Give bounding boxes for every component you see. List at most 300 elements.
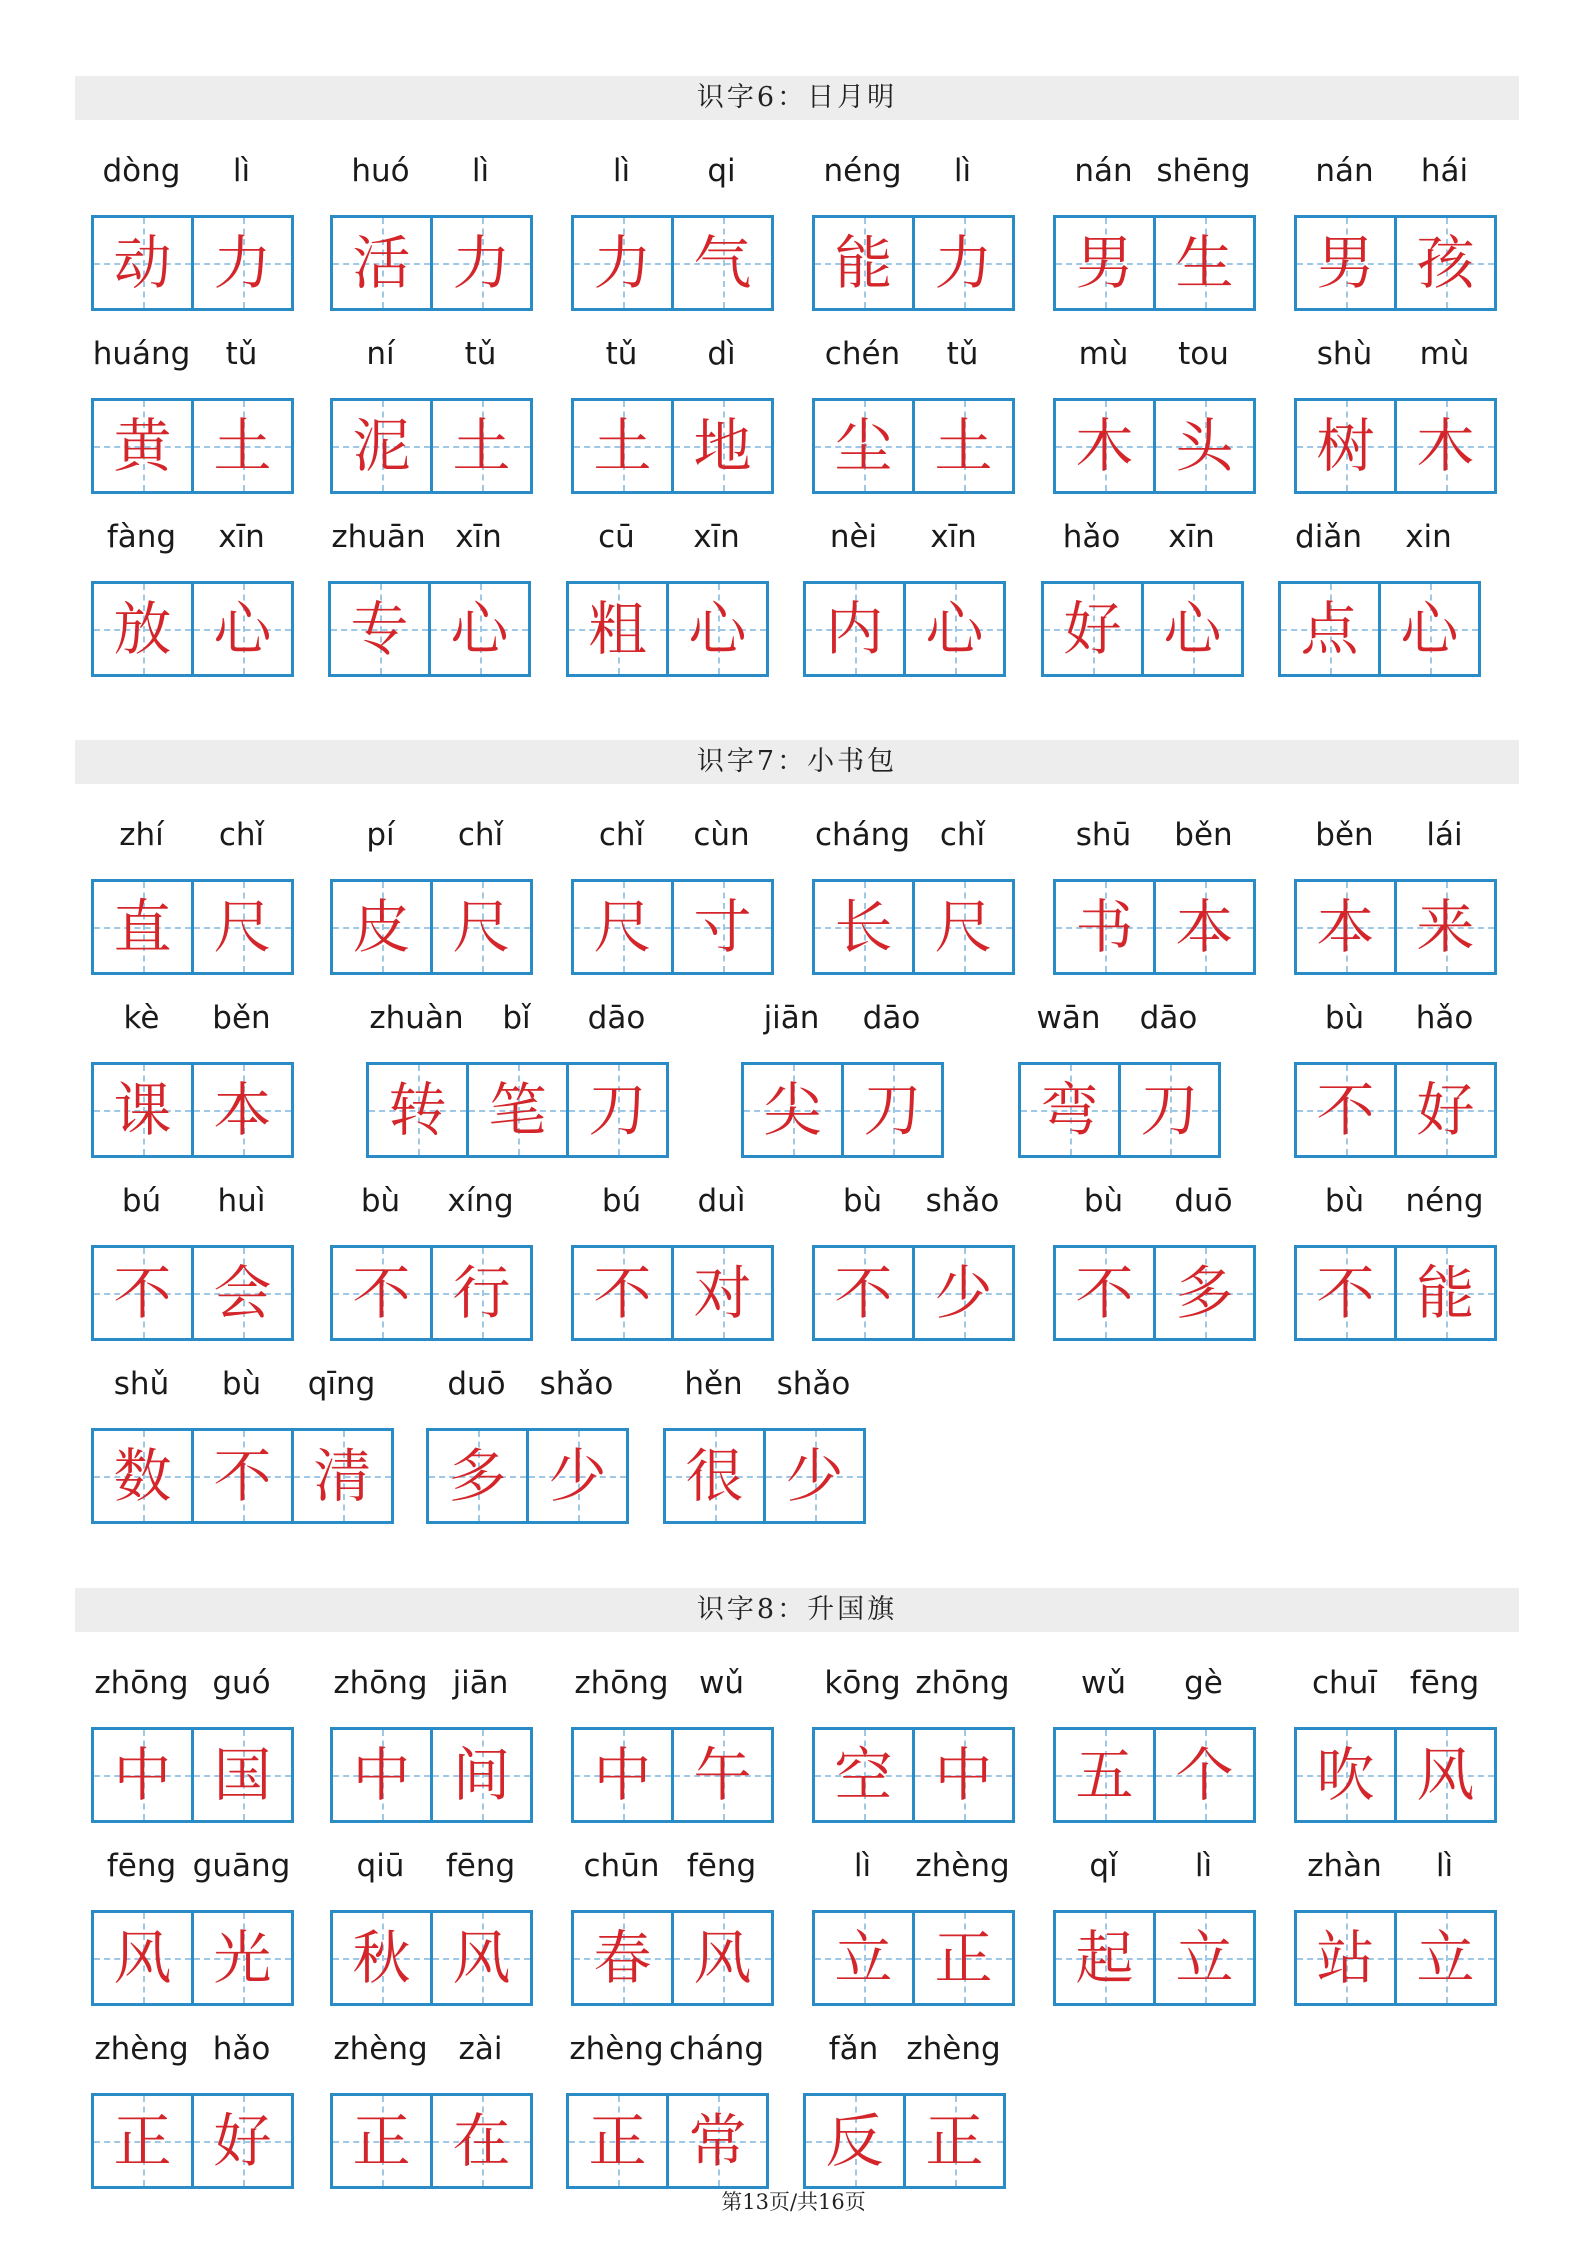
vocab-word (1053, 145, 1256, 325)
vocab-word (812, 1840, 1015, 2020)
tianzige-grid (330, 2093, 533, 2189)
tianzige-grid (330, 1910, 533, 2006)
vocab-word (91, 1657, 294, 1837)
pinyin-label: běn (212, 1000, 271, 1036)
pinyin-label: pí (366, 817, 395, 853)
section-title: 识字6：日月明 (696, 82, 898, 113)
pinyin-label: zhuàn (369, 1000, 464, 1036)
vocab-word (91, 992, 294, 1172)
tianzige-grid (1294, 879, 1497, 975)
hanzi-character: 活 (352, 229, 411, 297)
hanzi-character: 数 (113, 1442, 172, 1510)
hanzi-character: 正 (352, 2107, 411, 2175)
hanzi-character: 木 (1416, 412, 1475, 480)
hanzi-character: 寸 (693, 893, 752, 961)
hanzi-character: 心 (925, 595, 984, 663)
pinyin-label: lì (471, 153, 490, 189)
tianzige-cell (1297, 1065, 1397, 1155)
pinyin-label: zhàn (1307, 1848, 1382, 1884)
pinyin-label: zhí (119, 817, 164, 853)
hanzi-character: 力 (934, 229, 993, 297)
pinyin-label: cū (598, 519, 635, 555)
hanzi-character: 气 (693, 229, 752, 297)
tianzige-cell (1397, 1913, 1494, 2003)
vocab-word (366, 992, 669, 1172)
pinyin-label: qiū (356, 1848, 405, 1884)
pinyin-label: zhèng (333, 2031, 428, 2067)
hanzi-character: 本 (1175, 893, 1234, 961)
vocab-word (330, 1840, 533, 2020)
tianzige-grid (1278, 581, 1481, 677)
section-title-band (75, 740, 1519, 784)
hanzi-character: 午 (693, 1741, 752, 1809)
tianzige-cell (1056, 1248, 1156, 1338)
tianzige-cell (333, 1248, 433, 1338)
tianzige-cell (94, 584, 194, 674)
section-title-band (75, 76, 1519, 120)
tianzige-grid (803, 581, 1006, 677)
hanzi-character: 秋 (352, 1924, 411, 1992)
pinyin-label: fēng (106, 1848, 177, 1884)
hanzi-character: 点 (1300, 595, 1359, 663)
hanzi-character: 风 (452, 1924, 511, 1992)
pinyin-label: dì (707, 336, 736, 372)
pinyin-label: qi (707, 153, 736, 189)
tianzige-cell (815, 401, 915, 491)
tianzige-grid (812, 1910, 1015, 2006)
hanzi-character: 书 (1075, 893, 1134, 961)
tianzige-cell (569, 2096, 669, 2186)
pinyin-label: chǐ (218, 817, 265, 853)
hanzi-character: 木 (1075, 412, 1134, 480)
pinyin-label: shǎo (776, 1366, 851, 1402)
tianzige-cell (744, 1065, 844, 1155)
hanzi-character: 土 (213, 412, 272, 480)
hanzi-character: 不 (834, 1259, 893, 1327)
tianzige-cell (815, 1730, 915, 1820)
pinyin-label: xīn (218, 519, 265, 555)
tianzige-grid (91, 398, 294, 494)
pinyin-label: hěn (684, 1366, 743, 1402)
hanzi-character: 立 (1416, 1924, 1475, 1992)
pinyin-label: lì (232, 153, 251, 189)
section-title-band (75, 1588, 1519, 1632)
hanzi-character: 皮 (352, 893, 411, 961)
tianzige-cell (94, 882, 194, 972)
tianzige-grid (366, 1062, 669, 1158)
hanzi-character: 会 (213, 1259, 272, 1327)
hanzi-character: 心 (1400, 595, 1459, 663)
pinyin-label: huì (217, 1183, 266, 1219)
hanzi-character: 很 (685, 1442, 744, 1510)
vocab-word (330, 145, 533, 325)
pinyin-label: wān (1036, 1000, 1101, 1036)
tianzige-cell (333, 1913, 433, 2003)
pinyin-label: xīn (693, 519, 740, 555)
tianzige-cell (1121, 1065, 1218, 1155)
tianzige-grid (571, 215, 774, 311)
tianzige-grid (663, 1428, 866, 1524)
hanzi-character: 站 (1316, 1924, 1375, 1992)
pinyin-label: chǐ (598, 817, 645, 853)
hanzi-character: 动 (113, 229, 172, 297)
vocab-word (566, 2023, 769, 2203)
hanzi-character: 不 (593, 1259, 652, 1327)
hanzi-character: 正 (934, 1924, 993, 1992)
pinyin-label: guāng (192, 1848, 291, 1884)
tianzige-cell (574, 1730, 674, 1820)
tianzige-cell (815, 1913, 915, 2003)
hanzi-character: 生 (1175, 229, 1234, 297)
pinyin-label: hǎo (1415, 1000, 1474, 1036)
hanzi-character: 好 (1416, 1076, 1475, 1144)
pinyin-label: lì (953, 153, 972, 189)
tianzige-cell (815, 882, 915, 972)
tianzige-cell (94, 218, 194, 308)
tianzige-grid (1294, 1062, 1497, 1158)
tianzige-cell (194, 218, 291, 308)
tianzige-cell (915, 401, 1012, 491)
tianzige-cell (1297, 1248, 1397, 1338)
pinyin-label: lì (1194, 1848, 1213, 1884)
pinyin-label: wǔ (698, 1665, 744, 1701)
pinyin-label: shǎo (925, 1183, 1000, 1219)
pinyin-label: fēng (445, 1848, 516, 1884)
hanzi-character: 力 (213, 229, 272, 297)
hanzi-character: 中 (352, 1741, 411, 1809)
vocab-word (571, 145, 774, 325)
tianzige-cell (669, 584, 766, 674)
vocab-word (330, 1175, 533, 1355)
tianzige-cell (574, 401, 674, 491)
pinyin-label: tǔ (946, 336, 979, 372)
tianzige-cell (574, 1913, 674, 2003)
pinyin-label: qīng (307, 1366, 376, 1402)
hanzi-character: 常 (688, 2107, 747, 2175)
pinyin-label: chǐ (939, 817, 986, 853)
hanzi-character: 尺 (452, 893, 511, 961)
pinyin-label: néng (823, 153, 902, 189)
hanzi-character: 风 (113, 1924, 172, 1992)
vocab-word (91, 809, 294, 989)
tianzige-grid (330, 1245, 533, 1341)
tianzige-grid (1294, 1727, 1497, 1823)
tianzige-grid (1053, 1910, 1256, 2006)
tianzige-grid (91, 879, 294, 975)
hanzi-character: 心 (1163, 595, 1222, 663)
tianzige-cell (915, 882, 1012, 972)
hanzi-character: 力 (593, 229, 652, 297)
hanzi-character: 内 (825, 595, 884, 663)
vocab-word (812, 145, 1015, 325)
tianzige-cell (1397, 1248, 1494, 1338)
tianzige-cell (333, 218, 433, 308)
pinyin-label: tǔ (464, 336, 497, 372)
vocab-word (330, 2023, 533, 2203)
hanzi-character: 尖 (763, 1076, 822, 1144)
pinyin-label: fēng (1409, 1665, 1480, 1701)
tianzige-cell (1021, 1065, 1121, 1155)
tianzige-cell (674, 1248, 771, 1338)
pinyin-label: wǔ (1080, 1665, 1126, 1701)
tianzige-grid (91, 1428, 394, 1524)
vocab-word (1053, 1175, 1256, 1355)
hanzi-character: 头 (1175, 412, 1234, 480)
pinyin-label: cùn (693, 817, 750, 853)
tianzige-grid (330, 398, 533, 494)
pinyin-label: xin (1405, 519, 1452, 555)
hanzi-character: 尘 (834, 412, 893, 480)
tianzige-cell (1397, 1730, 1494, 1820)
hanzi-character: 行 (452, 1259, 511, 1327)
tianzige-grid (1053, 215, 1256, 311)
vocab-word (571, 1657, 774, 1837)
vocab-word (571, 1840, 774, 2020)
tianzige-grid (1041, 581, 1244, 677)
vocab-word (1294, 1840, 1497, 2020)
hanzi-character: 力 (452, 229, 511, 297)
hanzi-character: 转 (388, 1076, 447, 1144)
vocab-word (1018, 992, 1221, 1172)
pinyin-label: bú (601, 1183, 642, 1219)
tianzige-cell (431, 584, 528, 674)
page-footer: 第13页/共16页 (721, 2190, 866, 2214)
hanzi-character: 粗 (588, 595, 647, 663)
vocab-word (91, 328, 294, 508)
hanzi-character: 不 (1075, 1259, 1134, 1327)
tianzige-cell (674, 401, 771, 491)
pinyin-label: huó (351, 153, 410, 189)
hanzi-character: 地 (693, 412, 752, 480)
vocab-word (330, 1657, 533, 1837)
hanzi-character: 中 (934, 1741, 993, 1809)
vocab-word (426, 1358, 629, 1538)
tianzige-grid (1294, 215, 1497, 311)
pinyin-label: dòng (102, 153, 181, 189)
tianzige-cell (294, 1431, 391, 1521)
vocab-word (91, 1840, 294, 2020)
hanzi-character: 心 (450, 595, 509, 663)
hanzi-character: 本 (1316, 893, 1375, 961)
vocab-word (91, 1175, 294, 1355)
tianzige-cell (1056, 1913, 1156, 2003)
vocab-word (1053, 809, 1256, 989)
tianzige-cell (333, 1730, 433, 1820)
hanzi-character: 男 (1316, 229, 1375, 297)
tianzige-grid (330, 215, 533, 311)
vocab-word (803, 2023, 1006, 2203)
tianzige-grid (330, 879, 533, 975)
vocab-word (1041, 511, 1244, 691)
hanzi-character: 放 (113, 595, 172, 663)
vocab-word (1294, 1175, 1497, 1355)
hanzi-character: 长 (834, 893, 893, 961)
hanzi-character: 笔 (488, 1076, 547, 1144)
pinyin-label: běn (1174, 817, 1233, 853)
pinyin-label: zhōng (574, 1665, 669, 1701)
hanzi-character: 本 (213, 1076, 272, 1144)
tianzige-cell (433, 882, 530, 972)
tianzige-grid (812, 398, 1015, 494)
hanzi-character: 多 (448, 1442, 507, 1510)
pinyin-label: bú (121, 1183, 162, 1219)
hanzi-character: 光 (213, 1924, 272, 1992)
tianzige-grid (91, 215, 294, 311)
hanzi-character: 土 (934, 412, 993, 480)
tianzige-grid (1294, 1910, 1497, 2006)
tianzige-cell (806, 584, 906, 674)
tianzige-cell (569, 584, 669, 674)
pinyin-label: zhōng (94, 1665, 189, 1701)
hanzi-character: 正 (113, 2107, 172, 2175)
hanzi-character: 来 (1416, 893, 1475, 961)
tianzige-cell (529, 1431, 626, 1521)
tianzige-cell (1397, 401, 1494, 491)
tianzige-grid (330, 1727, 533, 1823)
pinyin-label: hái (1420, 153, 1469, 189)
tianzige-cell (433, 1248, 530, 1338)
tianzige-cell (433, 2096, 530, 2186)
vocab-word (91, 511, 294, 691)
tianzige-cell (915, 218, 1012, 308)
pinyin-label: bù (842, 1183, 883, 1219)
tianzige-cell (433, 401, 530, 491)
vocab-word (330, 809, 533, 989)
tianzige-grid (91, 2093, 294, 2189)
hanzi-character: 土 (593, 412, 652, 480)
tianzige-grid (1018, 1062, 1221, 1158)
pinyin-label: bù (221, 1366, 262, 1402)
pinyin-label: duō (1174, 1183, 1233, 1219)
pinyin-label: bù (1324, 1000, 1365, 1036)
hanzi-character: 对 (693, 1259, 752, 1327)
pinyin-label: shēng (1156, 153, 1251, 189)
pinyin-label: xīn (930, 519, 977, 555)
pinyin-label: fǎn (828, 2031, 879, 2067)
tianzige-grid (91, 1062, 294, 1158)
hanzi-character: 能 (1416, 1259, 1475, 1327)
hanzi-character: 树 (1316, 412, 1375, 480)
tianzige-grid (1053, 398, 1256, 494)
vocab-word (91, 1358, 394, 1538)
tianzige-grid (566, 581, 769, 677)
vocab-word (91, 2023, 294, 2203)
pinyin-label: néng (1405, 1183, 1484, 1219)
tianzige-cell (674, 218, 771, 308)
tianzige-grid (571, 1910, 774, 2006)
hanzi-character: 正 (588, 2107, 647, 2175)
vocab-word (571, 1175, 774, 1355)
tianzige-cell (906, 2096, 1003, 2186)
tianzige-cell (194, 1065, 291, 1155)
pinyin-label: chuī (1312, 1665, 1377, 1701)
tianzige-cell (369, 1065, 469, 1155)
pinyin-label: duō (447, 1366, 506, 1402)
hanzi-character: 刀 (1140, 1076, 1199, 1144)
pinyin-label: xíng (447, 1183, 514, 1219)
tianzige-grid (571, 1245, 774, 1341)
vocab-word (812, 328, 1015, 508)
hanzi-character: 黄 (113, 412, 172, 480)
tianzige-cell (844, 1065, 941, 1155)
tianzige-cell (94, 1730, 194, 1820)
hanzi-character: 能 (834, 229, 893, 297)
tianzige-cell (433, 1913, 530, 2003)
tianzige-cell (333, 882, 433, 972)
tianzige-cell (674, 882, 771, 972)
tianzige-cell (194, 1431, 294, 1521)
tianzige-cell (1297, 218, 1397, 308)
tianzige-cell (469, 1065, 569, 1155)
pinyin-label: dāo (587, 1000, 646, 1036)
pinyin-label: chén (824, 336, 901, 372)
hanzi-character: 五 (1075, 1741, 1134, 1809)
hanzi-character: 在 (452, 2107, 511, 2175)
pinyin-label: mù (1419, 336, 1470, 372)
tianzige-cell (1144, 584, 1241, 674)
tianzige-grid (91, 1910, 294, 2006)
hanzi-character: 刀 (863, 1076, 922, 1144)
vocab-word (663, 1358, 866, 1538)
pinyin-label: fēng (686, 1848, 757, 1884)
hanzi-character: 空 (834, 1741, 893, 1809)
vocab-word (803, 511, 1006, 691)
tianzige-grid (571, 1727, 774, 1823)
tianzige-grid (91, 1245, 294, 1341)
vocab-word (571, 328, 774, 508)
tianzige-grid (803, 2093, 1006, 2189)
hanzi-character: 不 (113, 1259, 172, 1327)
tianzige-cell (94, 1913, 194, 2003)
tianzige-cell (1397, 882, 1494, 972)
hanzi-character: 中 (113, 1741, 172, 1809)
hanzi-character: 不 (352, 1259, 411, 1327)
pinyin-label: lì (853, 1848, 872, 1884)
pinyin-label: cháng (814, 817, 910, 853)
tianzige-cell (1397, 1065, 1494, 1155)
vocab-word (1053, 328, 1256, 508)
pinyin-label: lì (612, 153, 631, 189)
pinyin-label: zài (458, 2031, 503, 2067)
vocab-word (1053, 1657, 1256, 1837)
vocab-word (1294, 809, 1497, 989)
vocab-word (1294, 328, 1497, 508)
pinyin-label: huáng (92, 336, 191, 372)
pinyin-label: bù (1324, 1183, 1365, 1219)
tianzige-cell (194, 1730, 291, 1820)
tianzige-cell (1056, 401, 1156, 491)
tianzige-cell (915, 1913, 1012, 2003)
pinyin-label: fàng (106, 519, 177, 555)
hanzi-character: 尺 (213, 893, 272, 961)
tianzige-cell (94, 2096, 194, 2186)
hanzi-character: 反 (825, 2107, 884, 2175)
hanzi-character: 弯 (1040, 1076, 1099, 1144)
tianzige-grid (741, 1062, 944, 1158)
tianzige-grid (328, 581, 531, 677)
pinyin-label: shū (1075, 817, 1132, 853)
pinyin-label: bù (1083, 1183, 1124, 1219)
tianzige-grid (1294, 1245, 1497, 1341)
tianzige-cell (1297, 1730, 1397, 1820)
vocab-word (328, 511, 531, 691)
section-title: 识字8：升国旗 (696, 1594, 898, 1625)
pinyin-label: zhōng (915, 1665, 1010, 1701)
tianzige-cell (906, 584, 1003, 674)
pinyin-label: guó (212, 1665, 271, 1701)
pinyin-label: zhèng (906, 2031, 1001, 2067)
hanzi-character: 正 (925, 2107, 984, 2175)
